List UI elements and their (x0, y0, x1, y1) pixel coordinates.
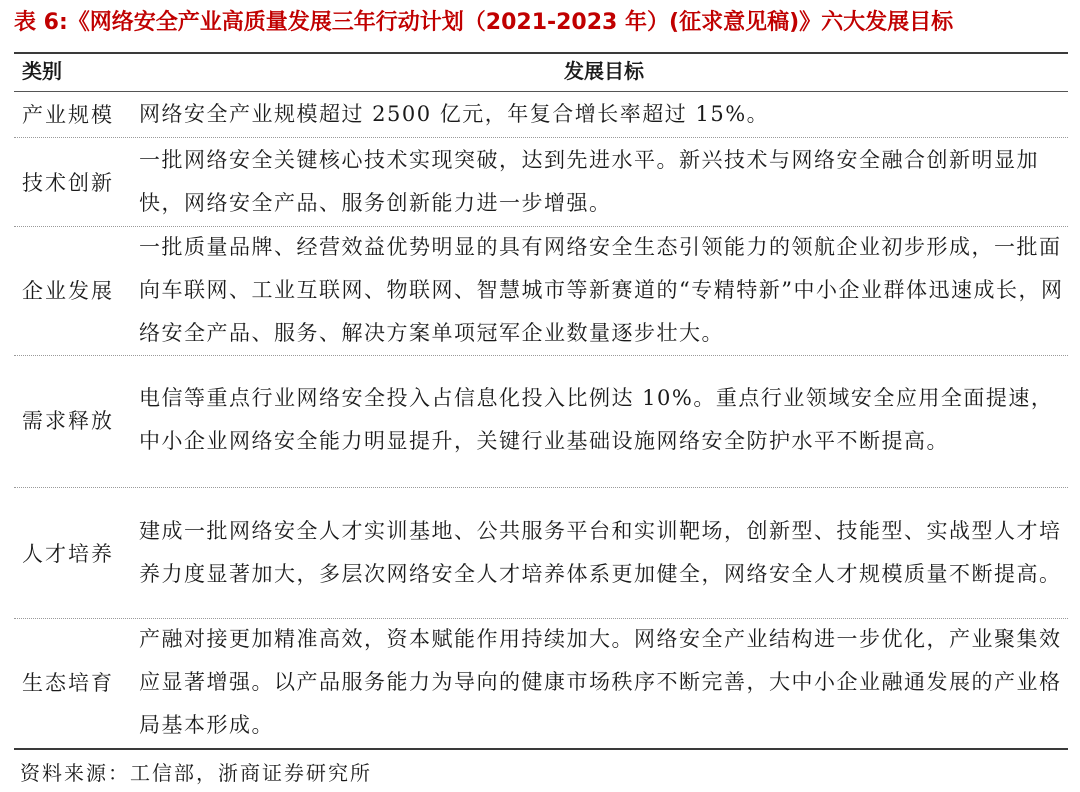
row-category: 技术创新 (22, 171, 114, 195)
header-category: 类别 (22, 59, 62, 83)
row-goal: 产融对接更加精准高效，资本赋能作用持续加大。网络安全产业结构进一步优化，产业聚集效应显著增强。以产品服务能力为导向的健康市场秩序不断完善，大中小企业融通发展的产业格局基本形成。 (139, 626, 1062, 737)
row-category: 需求释放 (22, 409, 114, 433)
row-goal: 一批网络安全关键核心技术实现突破，达到先进水平。新兴技术与网络安全融合创新明显加快，网络安全产品、服务创新能力进一步增强。 (139, 148, 1039, 215)
row-goal: 电信等重点行业网络安全投入占信息化投入比例达 10%。重点行业领域安全应用全面提速，中小企业网络安全能力明显提升，关键行业基础设施网络安全防护水平不断提高。 (139, 386, 1054, 453)
header-goal: 发展目标 (564, 59, 644, 83)
table-row (14, 92, 1068, 136)
row-category: 企业发展 (22, 279, 114, 303)
row-goal: 一批质量品牌、经营效益优势明显的具有网络安全生态引领能力的领航企业初步形成，一批面向车联网、工业互联网、物联网、智慧城市等新赛道的“专精特新”中小企业群体迅速成长，网络安全产品、服务、解决方案单项冠军企业数量逐步壮大。 (139, 234, 1064, 345)
table-row (14, 139, 1068, 225)
row-goal: 网络安全产业规模超过 2500 亿元，年复合增长率超过 15%。 (139, 101, 770, 126)
row-goal: 建成一批网络安全人才实训基地、公共服务平台和实训靶场，创新型、技能型、实战型人才培养力度显著加大，多层次网络安全人才培养体系更加健全，网络安全人才规模质量不断提高。 (139, 518, 1062, 586)
table-row (14, 355, 1068, 485)
bottom-rule (14, 748, 1068, 750)
row-category: 产业规模 (22, 103, 114, 127)
row-divider (14, 137, 1068, 138)
source-note: 资料来源：工信部，浙商证券研究所 (20, 761, 372, 785)
table-row (14, 488, 1068, 617)
row-category: 人才培养 (22, 541, 114, 566)
row-category: 生态培育 (22, 671, 114, 695)
table-row (14, 226, 1068, 354)
table-row (14, 619, 1068, 745)
table-title: 表 6:《网络安全产业高质量发展三年行动计划（2021-2023 年）(征求意见稿)》六大发展目标 (14, 10, 954, 35)
